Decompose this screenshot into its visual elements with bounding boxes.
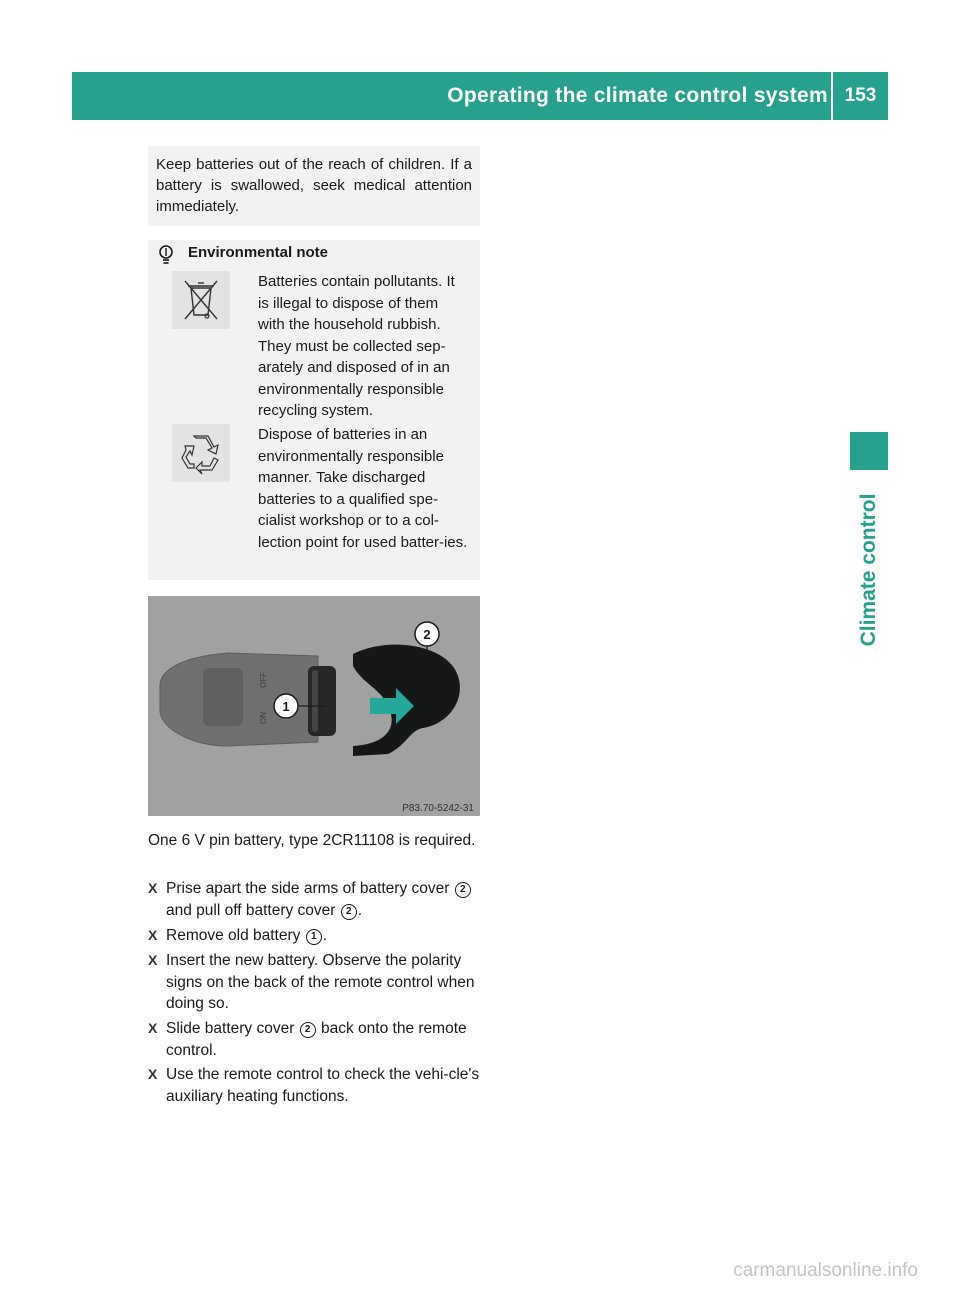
step-marker: X (148, 1020, 158, 1036)
step-5 (148, 1064, 480, 1107)
step-4 (148, 1018, 480, 1061)
switch-label-off: OFF (259, 672, 268, 688)
lightbulb-icon (156, 244, 176, 266)
step-1-text-b: and pull off battery cover (166, 901, 336, 919)
step-2 (148, 925, 480, 947)
side-tab-marker (850, 432, 888, 470)
footer-watermark: carmanualsonline.info (733, 1260, 918, 1281)
remote-control-illustration (148, 596, 480, 816)
step-marker: X (148, 927, 158, 943)
intro-text: One 6 V pin battery, type 2CR11108 is required. (148, 832, 476, 849)
remote-display (203, 668, 243, 726)
crossed-out-bin-icon (172, 271, 230, 329)
remote-control-figure (148, 596, 480, 816)
callout-1-ref: 1 (306, 929, 322, 945)
step-5-text: Use the remote control to check the vehi-cle's auxiliary heating functions. (166, 1066, 480, 1105)
environmental-note-text-1: Batteries contain pollutants. It is illegal to dispose of them with the household rubbish. They must be collected sep-arately and disposed of in an environmentally responsible recycling system. (258, 273, 455, 419)
callout-2-ref: 2 (300, 1022, 316, 1038)
side-tab-label: Climate control (857, 493, 880, 647)
warning-text: Keep batteries out of the reach of children. If a battery is swallowed, seek medical attention immediately. (156, 156, 472, 215)
step-4-text-a: Slide battery cover (166, 1020, 295, 1037)
step-1 (148, 878, 480, 921)
environmental-note-box (148, 240, 480, 580)
environmental-note-heading: Environmental note (188, 244, 329, 261)
step-1-end: . (357, 901, 363, 919)
callout-1-label: 1 (282, 699, 290, 714)
step-marker: X (148, 1066, 158, 1082)
page-title: Operating the climate control system (447, 84, 828, 107)
figure-code: P83.70-5242-31 (402, 803, 474, 814)
step-4-text-b: back onto the remote control. (166, 1020, 467, 1059)
recycling-icon (172, 424, 230, 482)
step-marker: X (148, 952, 158, 968)
callout-2-ref: 2 (341, 904, 357, 920)
step-3 (148, 950, 480, 1015)
callout-2-ref: 2 (455, 882, 471, 898)
step-2-end: . (322, 927, 328, 944)
step-2-text: Remove old battery (166, 927, 301, 944)
warning-box (148, 146, 480, 226)
header-bar (72, 72, 888, 120)
step-marker: X (148, 880, 158, 896)
switch-label-on: ON (259, 712, 268, 724)
step-1-text-a: Prise apart the side arms of battery cover (166, 880, 450, 897)
environmental-note-text-2: Dispose of batteries in an environmentally responsible manner. Take discharged batteries to a qualified spe-cialist workshop or to a col-lection point for used batter-ies. (258, 426, 468, 551)
page-number: 153 (844, 85, 877, 106)
callout-2-label: 2 (423, 627, 431, 642)
step-3-text: Insert the new battery. Observe the polarity signs on the back of the remote control when doing so. (166, 952, 475, 1012)
